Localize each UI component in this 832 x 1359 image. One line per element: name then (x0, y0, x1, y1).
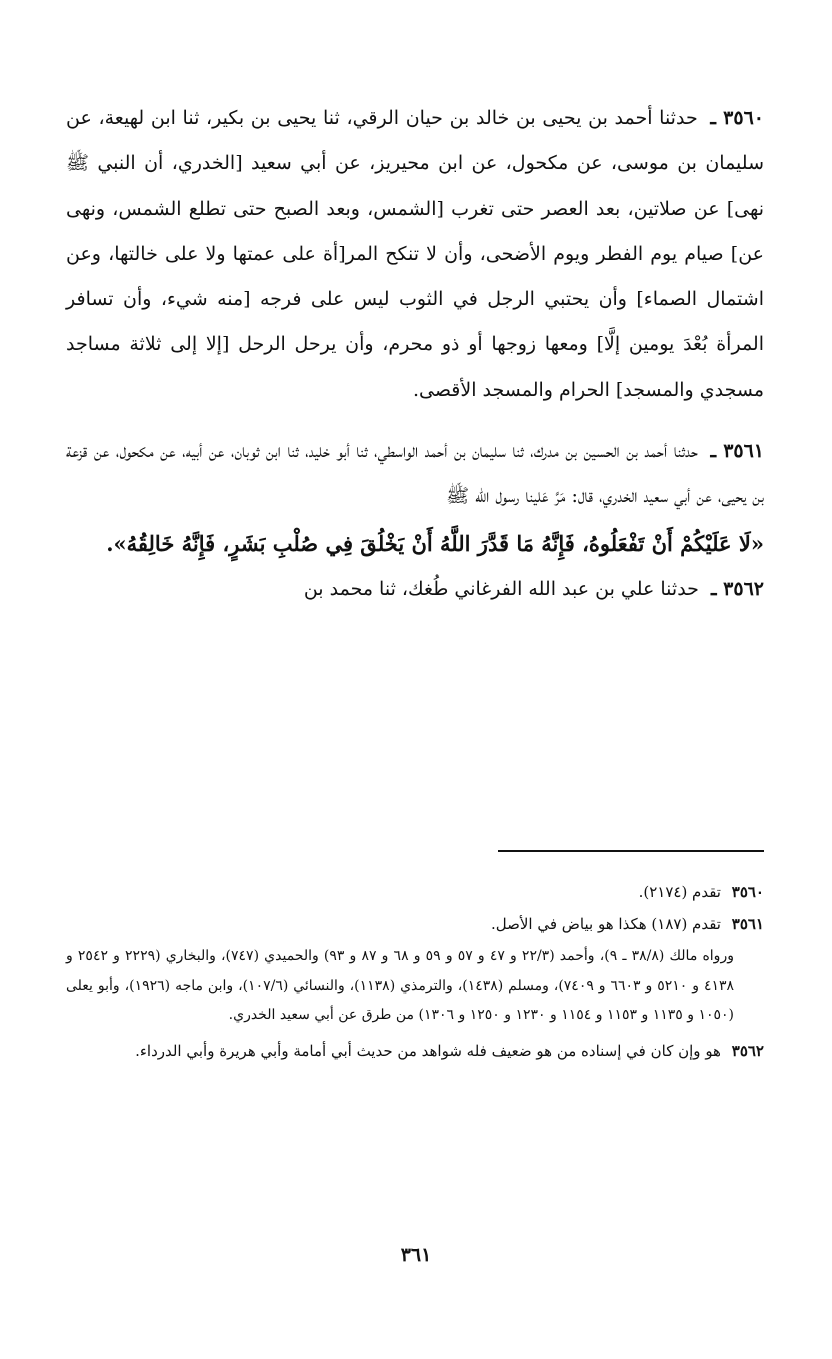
hadith-text: حدثنا أحمد بن الحسين بن مدرك، ثنا سليمان بن أحمد الواسطي، ثنا أبو خليد، ثنا ابن ثوبان، عن أبيه، عن مكحول، عن قزعة بن يحيى، عن أبي سعيد الخدري، قال: مَرَّ عَلينا رسول الله ﷺ (66, 440, 764, 508)
hadith-quote: «لَا عَلَيْكُمْ أَنْ تَفْعَلُوهُ، فَإِنَّهُ مَا قَدَّرَ اللَّهُ أَنْ يَخْلُقَ فِي صُلْبِ بَشَرٍ، فَإِنَّهُ خَالِقُهُ». (106, 530, 764, 556)
footnote-number: ٣٥٦٢ (731, 1041, 764, 1060)
footnote-3561-sources: ورواه مالك (٣٨/٨ ـ ٩)، وأحمد (٢٢/٣ و ٤٧ و ٥٧ و ٥٩ و ٦٨ و ٨٧ و ٩٣) والحميدي (٧٤٧)، والبخاري (٢٢٢٩ و ٢٥٤٢ و ٤١٣٨ و ٥٢١٠ و ٦٦٠٣ و ٧٤٠٩)، ومسلم (١٤٣٨)، والترمذي (١١٣٨)، والنسائي (١٠٧/٦)، وابن ماجه (١٩٢٦)، وأبو يعلى (١٠٥٠ و ١١٣٥ و ١١٥٣ و ١١٥٤ و ١٢٣٠ و ١٢٥٠ و ١٣٠٦) من طرق عن أبي سعيد الخدري. (66, 948, 735, 1023)
footnote-text: تقدم (١٨٧) هكذا هو بياض في الأصل. (491, 915, 721, 933)
hadith-number: ٣٥٦٠ ـ (710, 107, 764, 129)
footnote-number: ٣٥٦٠ (731, 883, 764, 901)
hadith-3562 (66, 567, 764, 612)
main-text (66, 96, 764, 612)
footnote-3562 (66, 1035, 764, 1067)
hadith-number: ٣٥٦٢ ـ (710, 577, 764, 600)
footnote-divider (498, 850, 764, 852)
footnote-text: هو وإن كان في إسناده من هو ضعيف فله شواهد من حديث أبي أمامة وأبي هريرة وأبي الدرداء. (135, 1041, 721, 1060)
hadith-text: حدثنا علي بن عبد الله الفرغاني طُغك، ثنا محمد بن (303, 577, 699, 600)
hadith-3560 (66, 96, 764, 413)
footnote-text: تقدم (٢١٧٤). (638, 883, 721, 901)
page-number: ٣٦١ (400, 1244, 432, 1266)
footnotes (66, 876, 764, 1067)
footnote-number: ٣٥٦١ (731, 915, 764, 933)
footnote-3561 (66, 908, 764, 940)
hadith-number: ٣٥٦١ ـ (710, 440, 765, 463)
footnote-3560 (66, 876, 764, 908)
hadith-text: حدثنا أحمد بن يحيى بن خالد بن حيان الرقي، ثنا يحيى بن بكير، ثنا ابن لهيعة، عن سليمان بن موسى، عن مكحول، عن ابن محيريز، عن أبي سعيد [الخدري، أن النبي ﷺ نهى] عن صلاتين، بعد العصر حتى تغرب [الشمس، وبعد الصبح حتى تطلع الشمس، ونهى عن] صيام يوم الفطر ويوم الأضحى، وأن لا تنكح المر[أة على عمتها ولا على خالتها، وعن اشتمال الصماء] وأن يحتبي الرجل في الثوب ليس على فرجه [منه شيء، وأن تسافر المرأة بُعْدَ يومين إلَّا] ومعها زوجها أو ذو محرم، وأن يرحل الرحل [إلا إلى ثلاثة مساجد مسجدي والمسجد] الحرام والمسجد الأقصى. (66, 107, 764, 401)
hadith-3561 (66, 429, 764, 520)
